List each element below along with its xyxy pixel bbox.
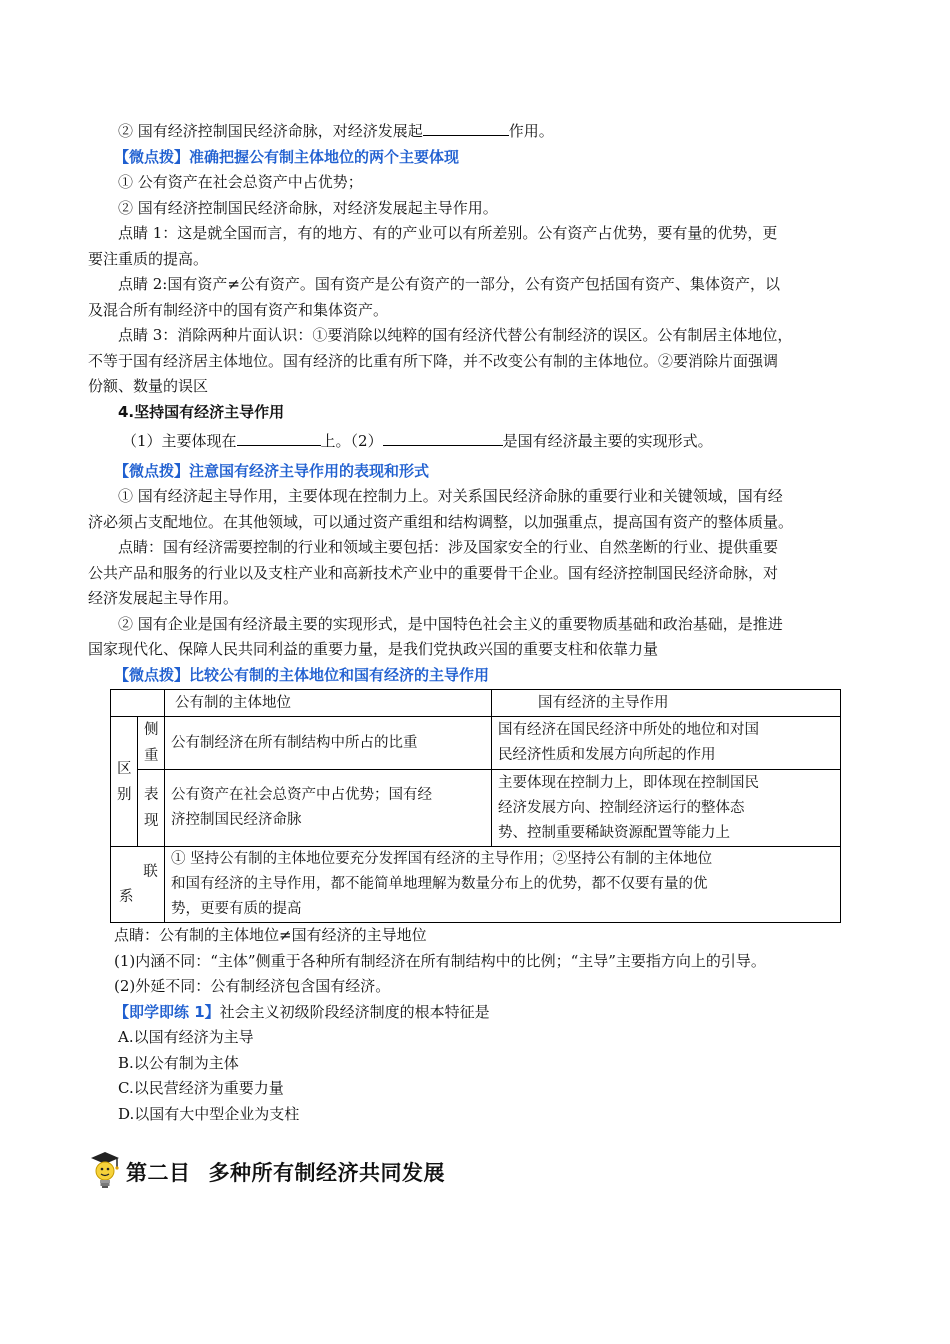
paragraph-line: 点睛：国有经济需要控制的行业和领域主要包括：涉及国家安全的行业、自然垄断的行业、提供重要: [118, 538, 779, 556]
fill-blank[interactable]: [237, 428, 321, 446]
section-title: 4.坚持国有经济主导作用: [118, 402, 285, 421]
table-cell: 公有资产在社会总资产中占优势；国有经 济控制国民经济命脉: [165, 770, 492, 847]
tip-heading: 【微点拨】比较公有制的主体地位和国有经济的主导作用: [114, 665, 490, 684]
note-line: 份额、数量的误区: [88, 377, 209, 395]
note-line: 点睛 3：消除两种片面认识：①要消除以纯粹的国有经济代替公有制经济的误区。公有制居主体地位，: [118, 326, 793, 344]
comparison-table: [110, 689, 841, 923]
note-line: (2)外延不同：公有制经济包含国有经济。: [114, 977, 391, 995]
paragraph-line: ① 国有经济起主导作用，主要体现在控制力上。对关系国民经济命脉的重要行业和关键领域，国有经: [118, 487, 783, 505]
section-heading-text: 第二目 多种所有制经济共同发展: [126, 1161, 445, 1185]
paragraph-fill-2: （1）主要体现在 上。（2） 是国有经济最主要的实现形式。: [88, 428, 863, 455]
table-cell: ① 坚持公有制的主体地位要充分发挥国有经济的主导作用；②坚持公有制的主体地位 和国有经济的主导作用，都不能简单地理解为数量分布上的优势，都不仅要有量的优 势，更要有质的提高: [165, 847, 841, 923]
note-line: 不等于国有经济居主体地位。国有经济的比重有所下降，并不改变公有制的主体地位。②要消除片面强调: [88, 351, 779, 370]
row-label: 表现: [138, 770, 165, 847]
note-line: 点睛 2:国有资产≠公有资产。国有资产是公有资产的一部分，公有资产包括国有资产、集体资产，以: [118, 275, 780, 293]
list-item: ② 国有经济控制国民经济命脉，对经济发展起主导作用。: [118, 198, 498, 217]
table-row: [111, 847, 841, 923]
table-cell: 公有制经济在所有制结构中所占的比重: [165, 717, 492, 770]
note-line: 及混合所有制经济中的国有资产和集体资产。: [88, 300, 389, 319]
quiz-option[interactable]: B.以公有制为主体: [118, 1053, 239, 1072]
group-label: 区别: [111, 717, 138, 847]
document-body: [88, 118, 863, 1127]
paragraph-line: ② 国有企业是国有经济最主要的实现形式，是中国特色社会主义的重要物质基础和政治基础，是推进: [118, 614, 783, 633]
quiz-option[interactable]: D.以国有大中型企业为支柱: [118, 1104, 300, 1123]
quiz-option[interactable]: A.以国有经济为主导: [118, 1028, 254, 1046]
table-cell: 主要体现在控制力上，即体现在控制国民 经济发展方向、控制经济运行的整体态 势、控制重要稀缺资源配置等能力上: [492, 770, 841, 847]
paragraph-line: 济必须占支配地位。在其他领域，可以通过资产重组和结构调整，以加强重点，提高国有资产的整体质量。: [88, 512, 794, 531]
table-header-cell: 国有经济的主导作用: [492, 690, 841, 717]
note-line: (1)内涵不同：“主体”侧重于各种所有制经济在所有制结构中的比例；“主导”主要指方向上的引导。: [114, 951, 766, 970]
list-item: ① 公有资产在社会总资产中占优势；: [118, 173, 363, 191]
paragraph-line: 经济发展起主导作用。: [88, 589, 239, 607]
note-line: 点睛：公有制的主体地位≠国有经济的主导地位: [114, 926, 427, 944]
row-label: 侧重: [138, 717, 165, 770]
paragraph-fill-1: ② 国有经济控制国民经济命脉，对经济发展起 作用。: [88, 118, 863, 145]
tip-heading: 【微点拨】准确把握公有制主体地位的两个主要体现: [114, 147, 460, 166]
fill-blank[interactable]: [423, 118, 509, 136]
quiz-question: 【即学即练 1】社会主义初级阶段经济制度的根本特征是: [114, 1002, 490, 1021]
paragraph-line: 国家现代化、保障人民共同利益的重要力量，是我们党执政兴国的重要支柱和依靠力量: [88, 640, 659, 658]
table-row: [111, 717, 841, 770]
table-cell: 国有经济在国民经济中所处的地位和对国 民经济性质和发展方向所起的作用: [492, 717, 841, 770]
graduate-bulb-icon: [88, 1150, 122, 1194]
table-header-row: [111, 690, 841, 717]
note-line: 要注重质的提高。: [88, 249, 209, 268]
row-label: 联 系: [111, 847, 165, 923]
fill-blank[interactable]: [383, 428, 503, 446]
note-line: 点睛 1：这是就全国而言，有的地方、有的产业可以有所差别。公有资产占优势，要有量的优势，更: [118, 224, 778, 242]
table-row: [111, 770, 841, 847]
section-heading: [88, 1150, 445, 1194]
quiz-option[interactable]: C.以民营经济为重要力量: [118, 1079, 284, 1097]
paragraph-line: 公共产品和服务的行业以及支柱产业和高新技术产业中的重要骨干企业。国有经济控制国民经济命脉，对: [88, 563, 779, 582]
table-header-cell: 公有制的主体地位: [165, 690, 492, 717]
tip-heading: 【微点拨】注意国有经济主导作用的表现和形式: [114, 461, 430, 480]
